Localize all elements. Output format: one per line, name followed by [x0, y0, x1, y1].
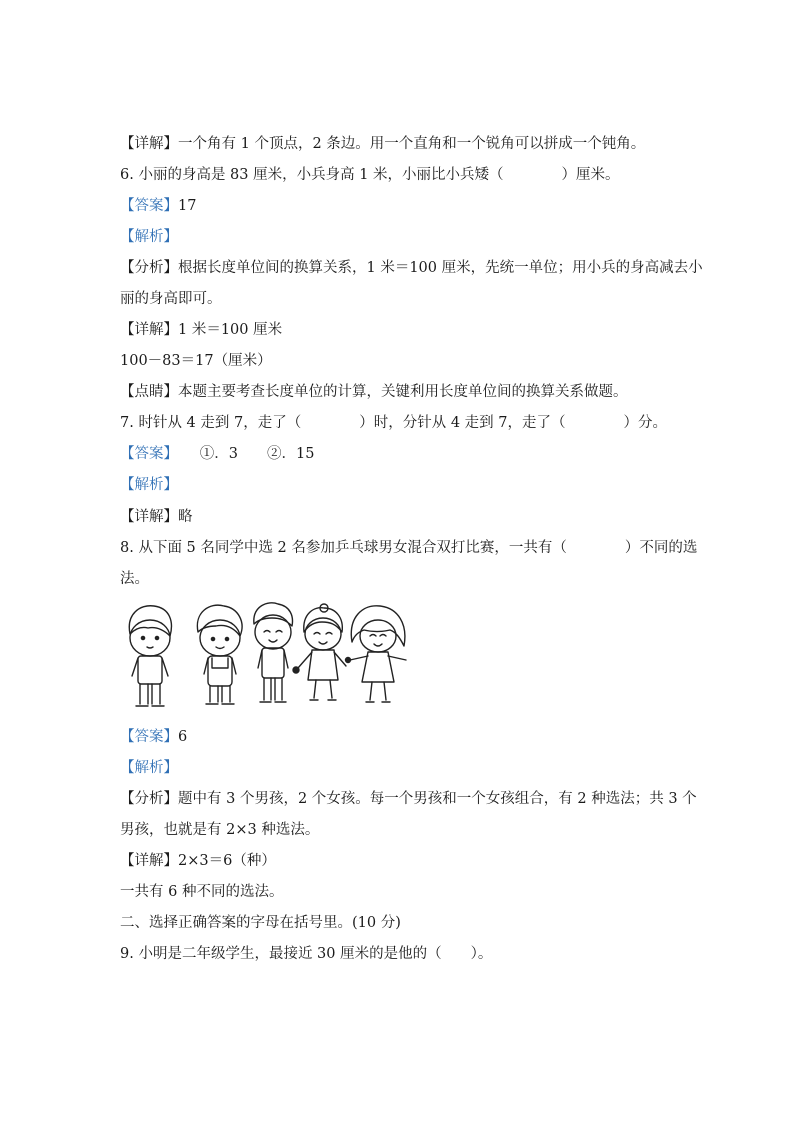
- question-9: 9. 小明是二年级学生，最接近 30 厘米的是他的（ ）。: [120, 946, 493, 962]
- line-detail-angle: 【详解】一个角有 1 个顶点，2 条边。用一个直角和一个锐角可以拼成一个钝角。: [120, 136, 646, 152]
- answer-value: 17: [178, 198, 197, 214]
- boy-3-figure: [254, 603, 293, 702]
- analysis-tag-7: 【解析】: [120, 477, 178, 493]
- answer-8: [120, 727, 187, 747]
- comment-6: 【点睛】本题主要考查长度单位的计算，关键利用长度单位间的换算关系做题。: [120, 384, 628, 400]
- girl-2-figure: [346, 606, 407, 702]
- analysis-tag-6: 【解析】: [120, 229, 178, 245]
- detail-6b: 100－83＝17（厘米）: [120, 353, 272, 369]
- detail-8b: 一共有 6 种不同的选法。: [120, 884, 284, 900]
- answer-7: [120, 444, 314, 464]
- answer-tag: 【答案】: [120, 446, 171, 462]
- answer-tag: 【答案】: [120, 198, 178, 214]
- answer-tag: 【答案】: [120, 729, 178, 745]
- analysis-8b: 男孩，也就是有 2×3 种选法。: [120, 822, 320, 838]
- children-illustration: [118, 602, 413, 710]
- question-7: 7. 时针从 4 走到 7，走了（ ）时，分针从 4 走到 7，走了（ ）分。: [120, 415, 667, 431]
- answer-value: 6: [178, 729, 188, 745]
- section-2-heading: 二、选择正确答案的字母在括号里。(10 分): [120, 915, 401, 931]
- question-8b: 法。: [120, 571, 149, 587]
- detail-6a: 【详解】1 米＝100 厘米: [120, 322, 283, 338]
- girl-1-figure: [293, 604, 346, 700]
- question-6: 6. 小丽的身高是 83 厘米，小兵身高 1 米，小丽比小兵矮（ ）厘米。: [120, 167, 620, 183]
- analysis-6b: 丽的身高即可。: [120, 291, 222, 307]
- boy-1-figure: [129, 606, 171, 706]
- question-8a: 8. 从下面 5 名同学中选 2 名参加乒乓球男女混合双打比赛，一共有（ ）不同的选: [120, 540, 698, 556]
- analysis-6a: 【分析】根据长度单位间的换算关系，1 米＝100 厘米，先统一单位；用小兵的身高减去小: [120, 260, 703, 276]
- answer-value: ①．3 ②．15: [170, 446, 315, 462]
- boy-2-figure: [197, 605, 242, 704]
- detail-8a: 【详解】2×3＝6（种）: [120, 853, 276, 869]
- detail-7: 【详解】略: [120, 509, 193, 525]
- answer-6: [120, 196, 196, 216]
- analysis-8a: 【分析】题中有 3 个男孩，2 个女孩。每一个男孩和一个女孩组合，有 2 种选法；共 3 个: [120, 791, 697, 807]
- analysis-tag-8: 【解析】: [120, 760, 178, 776]
